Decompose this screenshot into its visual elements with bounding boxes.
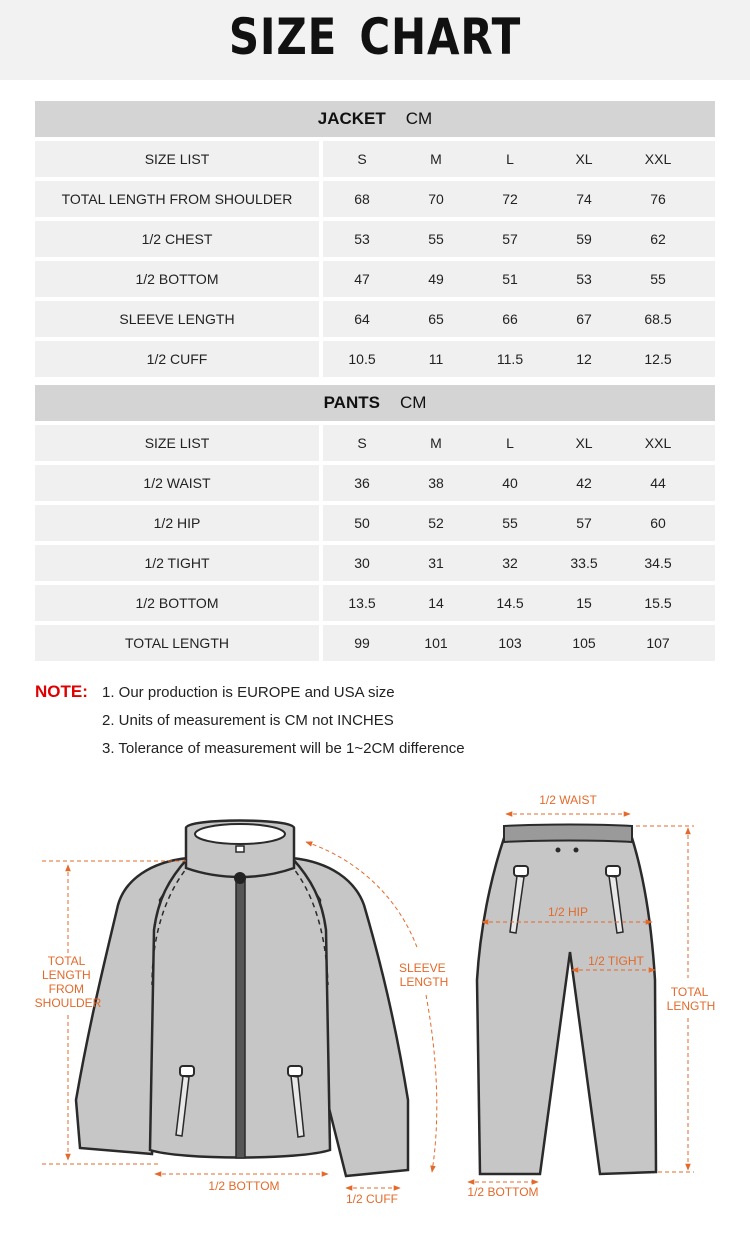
value-cell: 64 [354,311,370,327]
row-label: TOTAL LENGTH [35,625,319,661]
value-cell: 52 [428,515,444,531]
value-cell: 70 [428,191,444,207]
jacket-cuff-label: 1/2 CUFF [345,1192,399,1206]
value-cell: 12.5 [644,351,672,367]
value-cell: 32 [502,555,518,571]
note-tag: NOTE: [35,682,88,701]
value-cell: 11.5 [496,351,524,367]
value-cell: 62 [650,231,666,247]
row-label: 1/2 BOTTOM [35,261,319,297]
note-line: 2. Units of measurement is CM not INCHES [102,712,394,729]
jacket-bottom-label: 1/2 BOTTOM [208,1179,280,1193]
note-line: 1. Our production is EUROPE and USA size [102,684,395,701]
size-cell: S [357,151,367,167]
row-label: 1/2 TIGHT [35,545,319,581]
value-cell: 51 [502,271,518,287]
value-cell: 67 [576,311,592,327]
row-label: TOTAL LENGTH FROM SHOULDER [35,181,319,217]
row-label: 1/2 CHEST [35,221,319,257]
value-cell: 57 [576,515,592,531]
value-cell: 59 [576,231,592,247]
value-cell: 53 [576,271,592,287]
value-cell: 99 [354,635,370,651]
row-label: 1/2 WAIST [35,465,319,501]
pants-hip-label: 1/2 HIP [547,905,589,919]
size-cell: M [430,151,442,167]
value-cell: 76 [650,191,666,207]
pants-bottom-label: 1/2 BOTTOM [467,1185,539,1199]
value-cell: 55 [428,231,444,247]
value-cell: 34.5 [644,555,672,571]
row-label: SLEEVE LENGTH [35,301,319,337]
row-label: 1/2 HIP [35,505,319,541]
value-cell: 105 [572,635,596,651]
pants-unit: CM [399,393,427,412]
pants-tight-label: 1/2 TIGHT [588,954,644,968]
size-cell: L [506,435,514,451]
value-cell: 57 [502,231,518,247]
value-cell: 14 [428,595,444,611]
value-cell: 40 [502,475,518,491]
value-cell: 50 [354,515,370,531]
size-cell: M [430,435,442,451]
size-cell: XL [575,435,593,451]
size-cell: S [357,435,367,451]
value-cell: 68.5 [644,311,672,327]
value-cell: 14.5 [496,595,524,611]
value-cell: 68 [354,191,370,207]
pants-heading: PANTS [323,393,380,412]
value-cell: 15 [576,595,592,611]
value-cell: 12 [576,351,592,367]
value-cell: 74 [576,191,592,207]
value-cell: 107 [646,635,670,651]
value-cell: 13.5 [348,595,376,611]
value-cell: 31 [428,555,444,571]
value-cell: 103 [498,635,522,651]
value-cell: 44 [650,475,666,491]
size-cell: XL [575,151,593,167]
value-cell: 36 [354,475,370,491]
size-cell: L [506,151,514,167]
value-cell: 55 [502,515,518,531]
jacket-heading: JACKET [317,109,386,128]
jacket-total-length-label: TOTAL LENGTH FROM SHOULDER [34,954,102,1010]
jacket-unit: CM [405,109,433,128]
value-cell: 33.5 [570,555,598,571]
value-cell: 101 [424,635,448,651]
jacket-zipper [236,878,245,1158]
page-title: SIZE CHART [228,8,522,66]
jacket-size-list-label: SIZE LIST [35,141,319,177]
value-cell: 42 [576,475,592,491]
size-cell: XXL [644,151,672,167]
value-cell: 30 [354,555,370,571]
value-cell: 53 [354,231,370,247]
jacket-sleeve-length-label: SLEEVE LENGTH [398,961,449,989]
row-label: 1/2 CUFF [35,341,319,377]
jacket-illustration [76,821,408,1177]
value-cell: 72 [502,191,518,207]
pants-total-length-label: TOTAL LENGTH [666,985,716,1013]
value-cell: 49 [428,271,444,287]
value-cell: 15.5 [644,595,672,611]
value-cell: 38 [428,475,444,491]
size-cell: XXL [644,435,672,451]
pants-size-list-label: SIZE LIST [35,425,319,461]
value-cell: 11 [428,351,444,367]
value-cell: 66 [502,311,518,327]
pants-waistband [504,825,632,843]
pants-illustration [477,825,656,1175]
value-cell: 55 [650,271,666,287]
value-cell: 47 [354,271,370,287]
value-cell: 10.5 [348,351,376,367]
row-label: 1/2 BOTTOM [35,585,319,621]
pants-waist-label: 1/2 WAIST [539,793,597,807]
value-cell: 65 [428,311,444,327]
value-cell: 60 [650,515,666,531]
note-line: 3. Tolerance of measurement will be 1~2CM difference [102,740,465,757]
pants-body [477,838,656,1174]
